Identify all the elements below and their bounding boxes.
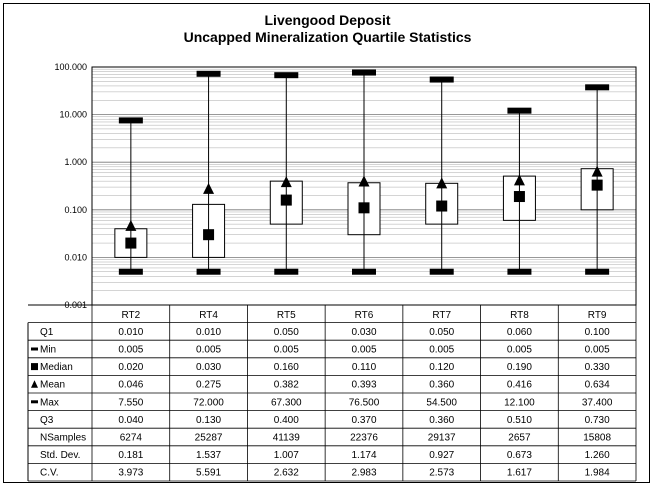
- legend-triangle-icon: [31, 380, 38, 388]
- table-cell: 0.360: [429, 414, 455, 426]
- table-cell: 0.730: [584, 414, 610, 426]
- table-cell: 0.010: [118, 326, 144, 338]
- median-marker: [125, 238, 136, 249]
- median-marker: [359, 202, 370, 213]
- table-cell: 15808: [583, 432, 612, 444]
- table-cell: 0.382: [273, 379, 299, 391]
- table-cell: 1.537: [196, 450, 222, 462]
- table-cell: 76.500: [348, 397, 380, 409]
- mean-marker: [125, 220, 136, 231]
- max-marker: [197, 71, 221, 77]
- y-tick-label: 100.000: [54, 62, 87, 72]
- table-cell: 0.005: [584, 344, 610, 356]
- table-cell: 0.050: [429, 326, 455, 338]
- table-cell: 25287: [194, 432, 223, 444]
- table-cell: 0.416: [506, 379, 532, 391]
- mean-marker: [203, 183, 214, 194]
- table-cell: 6274: [119, 432, 142, 444]
- table-cell: 37.400: [581, 397, 613, 409]
- table-cell: 0.050: [273, 326, 299, 338]
- table-cell: 0.510: [506, 414, 532, 426]
- table-cell: 2.632: [273, 467, 299, 479]
- category-label: RT5: [276, 309, 296, 321]
- table-cell: 0.040: [118, 414, 144, 426]
- table-cell: 0.160: [273, 362, 299, 374]
- category-label: RT2: [121, 309, 141, 321]
- table-cell: 0.120: [429, 362, 455, 374]
- row-label-cv: C.V.: [40, 467, 59, 479]
- table-cell: 0.275: [196, 379, 222, 391]
- table-cell: 0.190: [506, 362, 532, 374]
- table-cell: 3.973: [118, 467, 144, 479]
- table-cell: 0.110: [351, 362, 377, 374]
- y-tick-label: 0.100: [64, 204, 87, 215]
- table-cell: 0.370: [351, 414, 377, 426]
- table-cell: 0.360: [429, 379, 455, 391]
- table-cell: 67.300: [270, 397, 302, 409]
- legend-dash-icon: [31, 400, 38, 403]
- median-marker: [203, 229, 214, 240]
- min-marker: [507, 269, 531, 275]
- table-cell: 0.005: [506, 344, 532, 356]
- table-cell: 0.634: [584, 379, 610, 391]
- table-cell: 0.060: [506, 326, 532, 338]
- table-cell: 41139: [272, 432, 300, 444]
- table-cell: 0.673: [506, 450, 532, 462]
- table-cell: 0.010: [196, 326, 222, 338]
- category-label: RT8: [510, 309, 529, 321]
- table-cell: 0.130: [196, 414, 222, 426]
- row-label-max: Max: [40, 397, 59, 409]
- table-cell: 0.030: [351, 326, 377, 338]
- category-label: RT7: [432, 309, 452, 321]
- table-cell: 1.007: [273, 450, 299, 462]
- row-label-mean: Mean: [40, 379, 66, 391]
- table-cell: 22376: [350, 432, 378, 444]
- table-cell: 1.617: [506, 467, 532, 479]
- table-cell: 54.500: [426, 397, 458, 409]
- table-cell: 0.100: [584, 326, 610, 338]
- table-cell: 72.000: [193, 397, 224, 409]
- table-cell: 1.260: [584, 450, 610, 462]
- row-label-median: Median: [40, 362, 73, 374]
- table-cell: 1.174: [351, 450, 377, 462]
- table-cell: 0.005: [118, 344, 144, 356]
- median-marker: [592, 180, 603, 191]
- table-cell: 0.005: [273, 344, 299, 356]
- table-cell: 2.573: [429, 467, 455, 479]
- max-marker: [585, 84, 609, 90]
- table-cell: 2657: [508, 432, 531, 444]
- table-cell: 2.983: [351, 467, 377, 479]
- median-marker: [281, 195, 292, 206]
- max-marker: [352, 70, 376, 76]
- stats-table: [28, 305, 636, 481]
- table-cell: 1.984: [584, 467, 610, 479]
- legend-square-icon: [31, 363, 38, 370]
- table-cell: 0.393: [351, 379, 377, 391]
- min-marker: [585, 269, 609, 275]
- table-cell: 12.100: [504, 397, 535, 409]
- table-cell: 0.030: [196, 362, 222, 374]
- table-cell: 5.591: [196, 467, 222, 479]
- max-marker: [430, 77, 454, 83]
- table-cell: 0.020: [118, 362, 144, 374]
- table-cell: 0.181: [118, 450, 144, 462]
- min-marker: [119, 269, 143, 275]
- row-label-q3: Q3: [40, 414, 54, 426]
- max-marker: [507, 108, 531, 114]
- table-cell: 0.005: [351, 344, 377, 356]
- y-tick-label: 0.001: [64, 300, 87, 310]
- row-label-stddev: Std. Dev.: [40, 450, 81, 462]
- min-marker: [352, 269, 376, 275]
- category-label: RT4: [199, 309, 218, 321]
- category-label: RT9: [587, 309, 607, 321]
- table-cell: 0.927: [429, 450, 455, 462]
- table-cell: 0.046: [118, 379, 144, 391]
- chart-title: Livengood Deposit: [264, 12, 391, 28]
- min-marker: [430, 269, 454, 275]
- table-cell: 29137: [427, 432, 456, 444]
- min-marker: [274, 269, 298, 275]
- table-cell: 0.005: [196, 344, 222, 356]
- table-cell: 0.005: [429, 344, 455, 356]
- row-label-min: Min: [40, 344, 57, 356]
- legend-dash-icon: [31, 348, 38, 351]
- row-label-q1: Q1: [40, 326, 54, 338]
- min-marker: [197, 269, 221, 275]
- y-tick-label: 0.010: [64, 252, 87, 263]
- table-cell: 0.330: [584, 362, 610, 374]
- max-marker: [274, 72, 298, 78]
- table-cell: 0.400: [273, 414, 299, 426]
- chart-subtitle: Uncapped Mineralization Quartile Statistics: [183, 29, 472, 45]
- y-tick-label: 10.000: [59, 109, 87, 120]
- y-tick-label: 1.000: [64, 157, 87, 168]
- row-label-nsamples: NSamples: [40, 432, 87, 444]
- category-label: RT6: [354, 309, 374, 321]
- median-marker: [514, 191, 525, 202]
- max-marker: [119, 117, 143, 123]
- median-marker: [436, 201, 447, 212]
- table-cell: 7.550: [118, 397, 144, 409]
